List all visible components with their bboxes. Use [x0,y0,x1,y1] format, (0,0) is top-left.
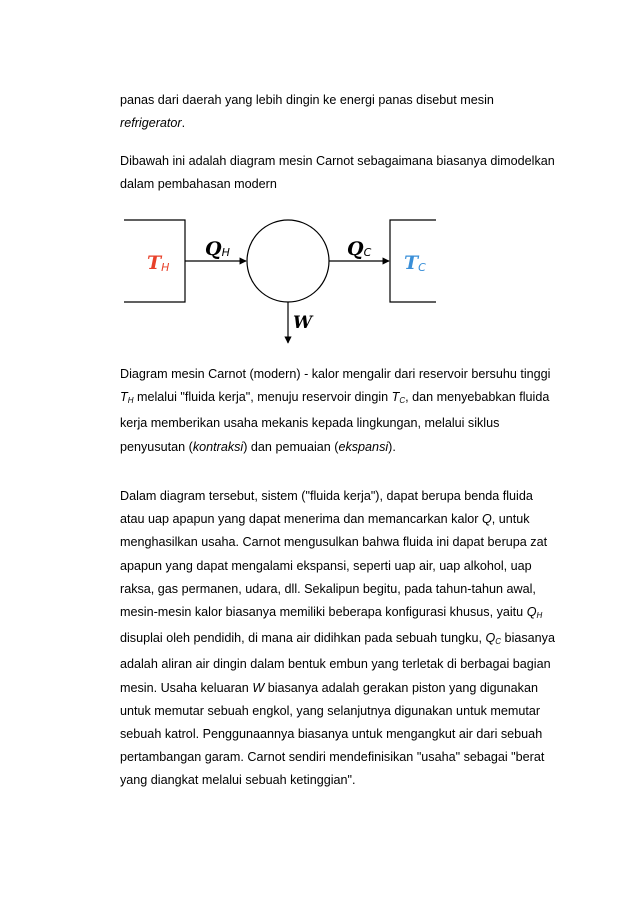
paragraph-diagram-intro: Dibawah ini adalah diagram mesin Carnot sebagaimana biasanya dimodelkan dalam pembahasan modern [120,154,555,192]
carnot-engine-diagram [120,213,440,348]
paragraph-working-fluid: Dalam diagram tersebut, sistem ("fluida kerja"), dapat berupa benda fluida atau uap apapun yang dapat menerima dan memancarkan kalor Q, untuk menghasilkan usaha. Carnot mengusulkan bahwa fluida ini dapat berupa zat apapun yang dapat mengalami ekspansi, seperti uap air, uap alkohol, uap raksa, gas permanen, udara, dll. Sekalipun begitu, pada tahun-tahun awal, mesin-mesin kalor biasanya memiliki beberapa konfigurasi khusus, yaitu $Q_H$ disuplai oleh pendidih, di mana air didihkan pada sebuah tungku, $Q_C$ biasanya adalah aliran air dingin dalam bentuk embun yang terletak di berbagai bagian mesin. Usaha keluaran W biasanya adalah gerakan piston yang digunakan untuk memutar sebuah engkol, yang selanjutnya digunakan untuk memutar sebuah katrol. Penggunaannya biasanya untuk mengangkut air dari sebuah pertambangan garam. Carnot sendiri mendefinisikan "usaha" sebagai "berat yang diangkat melalui sebuah ketinggian". [120,489,555,788]
hot-temperature-label: TH [147,252,170,274]
work-label: W [293,313,313,333]
italic-term: refrigerator [120,116,182,131]
paragraph-refrigerator [120,89,560,135]
text: . [181,116,186,131]
text: panas dari daerah yang lebih dingin ke energi panas disebut mesin [120,93,494,107]
heat-out-label: QC [347,238,372,260]
cold-temperature-label: TC [404,252,426,274]
paragraph-diagram-caption: Diagram mesin Carnot (modern) - kalor mengalir dari reservoir bersuhu tinggi $T_H$ melalui "fluida kerja", menuju reservoir dingin $T_C$, dan menyebabkan fluida kerja memberikan usaha mekanis kepada lingkungan, melalui siklus penyusutan (kontraksi) dan pemuaian (ekspansi). [120,367,551,454]
heat-in-label: QH [205,238,230,260]
engine-circle [247,220,329,302]
